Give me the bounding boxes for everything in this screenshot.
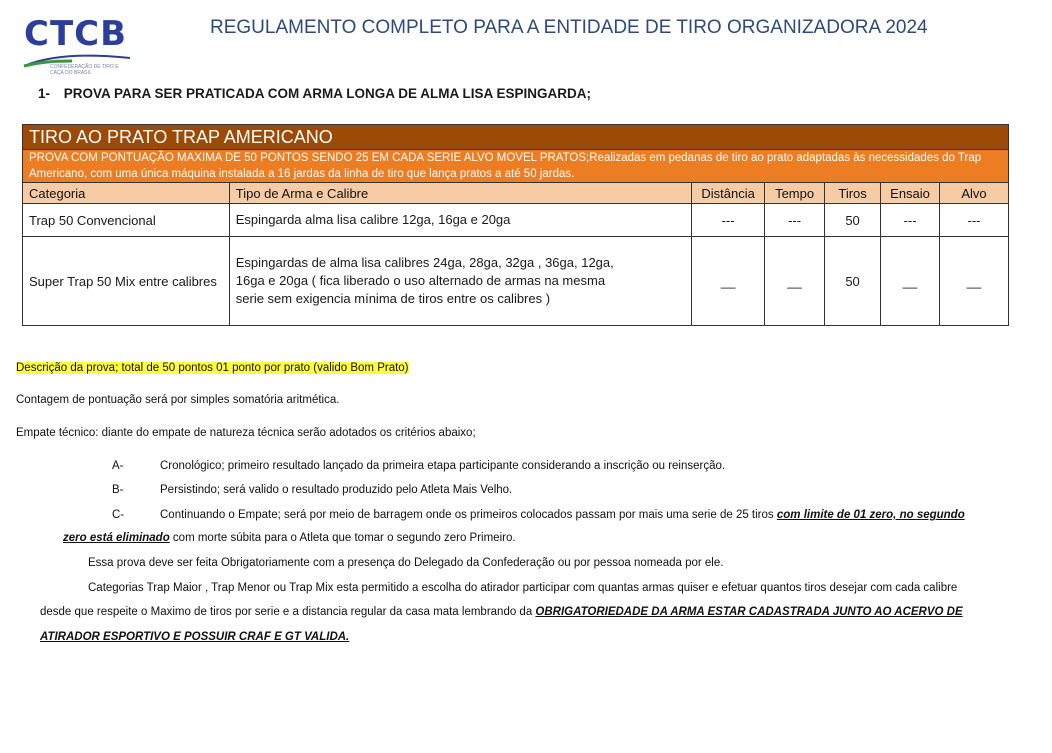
criterio-emphasis: com limite de 01 zero, no segundo [776, 509, 965, 521]
descricao-prova [16, 362, 409, 374]
categorias-emphasis-2: ATIRADOR ESPORTIVO E POSSUIR CRAF E GT VALIDA. [40, 631, 350, 643]
criterio-letter: B- [112, 484, 124, 496]
col-header-categoria: Categoria [23, 183, 230, 204]
delegado-text: Essa prova deve ser feita Obrigatoriamente com a presença do Delegado da Confederação ou por pessoa nomeada por ele. [88, 557, 724, 569]
table-title: TIRO AO PRATO TRAP AMERICANO [23, 125, 1009, 150]
section-heading [38, 86, 591, 101]
col-header-alvo: Alvo [940, 183, 1009, 204]
criterio-text: Persistindo; será valido o resultado produzido pelo Atleta Mais Velho. [160, 484, 513, 496]
table-row [23, 237, 1009, 326]
cell-alvo: __ [940, 237, 1009, 326]
contagem-text: Contagem de pontuação será por simples somatória aritmética. [16, 394, 340, 406]
cell-tiros: 50 [825, 204, 881, 237]
logo-subtext: CONFEDERAÇÃO DE TIRO E CAÇA DO BRASIL [50, 64, 119, 76]
criterio-letter: C- [112, 509, 125, 521]
criterio-text: Cronológico; primeiro resultado lançado da primeira etapa participante considerando a inscrição ou reinserção. [160, 460, 726, 472]
table-title-row [23, 125, 1009, 150]
table-description-row [23, 150, 1009, 183]
empate-intro: Empate técnico: diante do empate de natureza técnica serão adotados os critérios abaixo; [16, 427, 476, 439]
section-heading-text: PROVA PARA SER PRATICADA COM ARMA LONGA DE ALMA LISA ESPINGARDA; [63, 86, 592, 101]
c-emphasis: zero está eliminado [63, 532, 170, 544]
col-header-tiros: Tiros [825, 183, 881, 204]
cell-tempo: --- [765, 204, 825, 237]
categorias-line3 [40, 631, 349, 643]
c-cont-text: com morte súbita para o Atleta que tomar o segundo zero Primeiro. [169, 532, 516, 544]
cell-alvo: --- [940, 204, 1009, 237]
table-header-row [23, 183, 1009, 204]
criterio-c-continuation [63, 532, 516, 544]
cell-distancia: --- [692, 204, 765, 237]
descricao-highlight: Descrição da prova; total de 50 pontos 01 ponto por prato (valido Bom Prato) [16, 362, 409, 374]
cell-ensaio: --- [881, 204, 940, 237]
categorias-line2 [40, 606, 963, 618]
categorias-text: desde que respeite o Maximo de tiros por serie e a distancia regular da casa mata lembrando da [40, 606, 536, 618]
categorias-emphasis-1: OBRIGATORIEDADE DA ARMA ESTAR CADASTRADA JUNTO AO ACERVO DE [535, 606, 963, 618]
ctcb-logo [20, 14, 140, 74]
col-header-ensaio: Ensaio [881, 183, 940, 204]
logo-wordmark: CTCB [24, 14, 128, 54]
cell-tipo: Espingardas de alma lisa calibres 24ga, 28ga, 32ga , 36ga, 12ga, 16ga e 20ga ( fica liberado o uso alternado de armas na mesma serie sem exigencia mínima de tiros entre os calibres ) [229, 237, 691, 326]
criterio-text: Continuando o Empate; será por meio de barragem onde os primeiros colocados passam por mais uma serie de 25 tiros [160, 509, 774, 521]
cell-categoria: Trap 50 Convencional [23, 204, 230, 237]
cell-tempo: __ [765, 237, 825, 326]
document-title: REGULAMENTO COMPLETO PARA A ENTIDADE DE TIRO ORGANIZADORA 2024 [210, 17, 928, 38]
table-description: PROVA COM PONTUAÇÃO MAXIMA DE 50 PONTOS SENDO 25 EM CADA SERIE ALVO MOVEL PRATOS;Realizadas em pedanas de tiro ao prato adaptadas às necessidades do Trap Americano, com uma única máquina instalada a 16 jardas da linha de tiro que lança pratos a até 50 jardas. [23, 150, 1009, 183]
table-row [23, 204, 1009, 237]
criterio-letter: A- [112, 460, 124, 472]
cell-tipo: Espingarda alma lisa calibre 12ga, 16ga e 20ga [229, 204, 691, 237]
col-header-distancia: Distância [692, 183, 765, 204]
cell-categoria: Super Trap 50 Mix entre calibres [23, 237, 230, 326]
col-header-tempo: Tempo [765, 183, 825, 204]
criterio-c-line [160, 509, 965, 521]
cell-tiros: 50 [825, 237, 881, 326]
cell-distancia: __ [692, 237, 765, 326]
cell-ensaio: __ [881, 237, 940, 326]
trap-rules-table [22, 124, 1009, 326]
categorias-line1: Categorias Trap Maior , Trap Menor ou Trap Mix esta permitido a escolha do atirador participar com quantas armas quiser e efetuar quantos tiros desejar com cada calibre [88, 582, 958, 594]
col-header-tipo: Tipo de Arma e Calibre [229, 183, 691, 204]
section-number: 1- [38, 86, 51, 101]
